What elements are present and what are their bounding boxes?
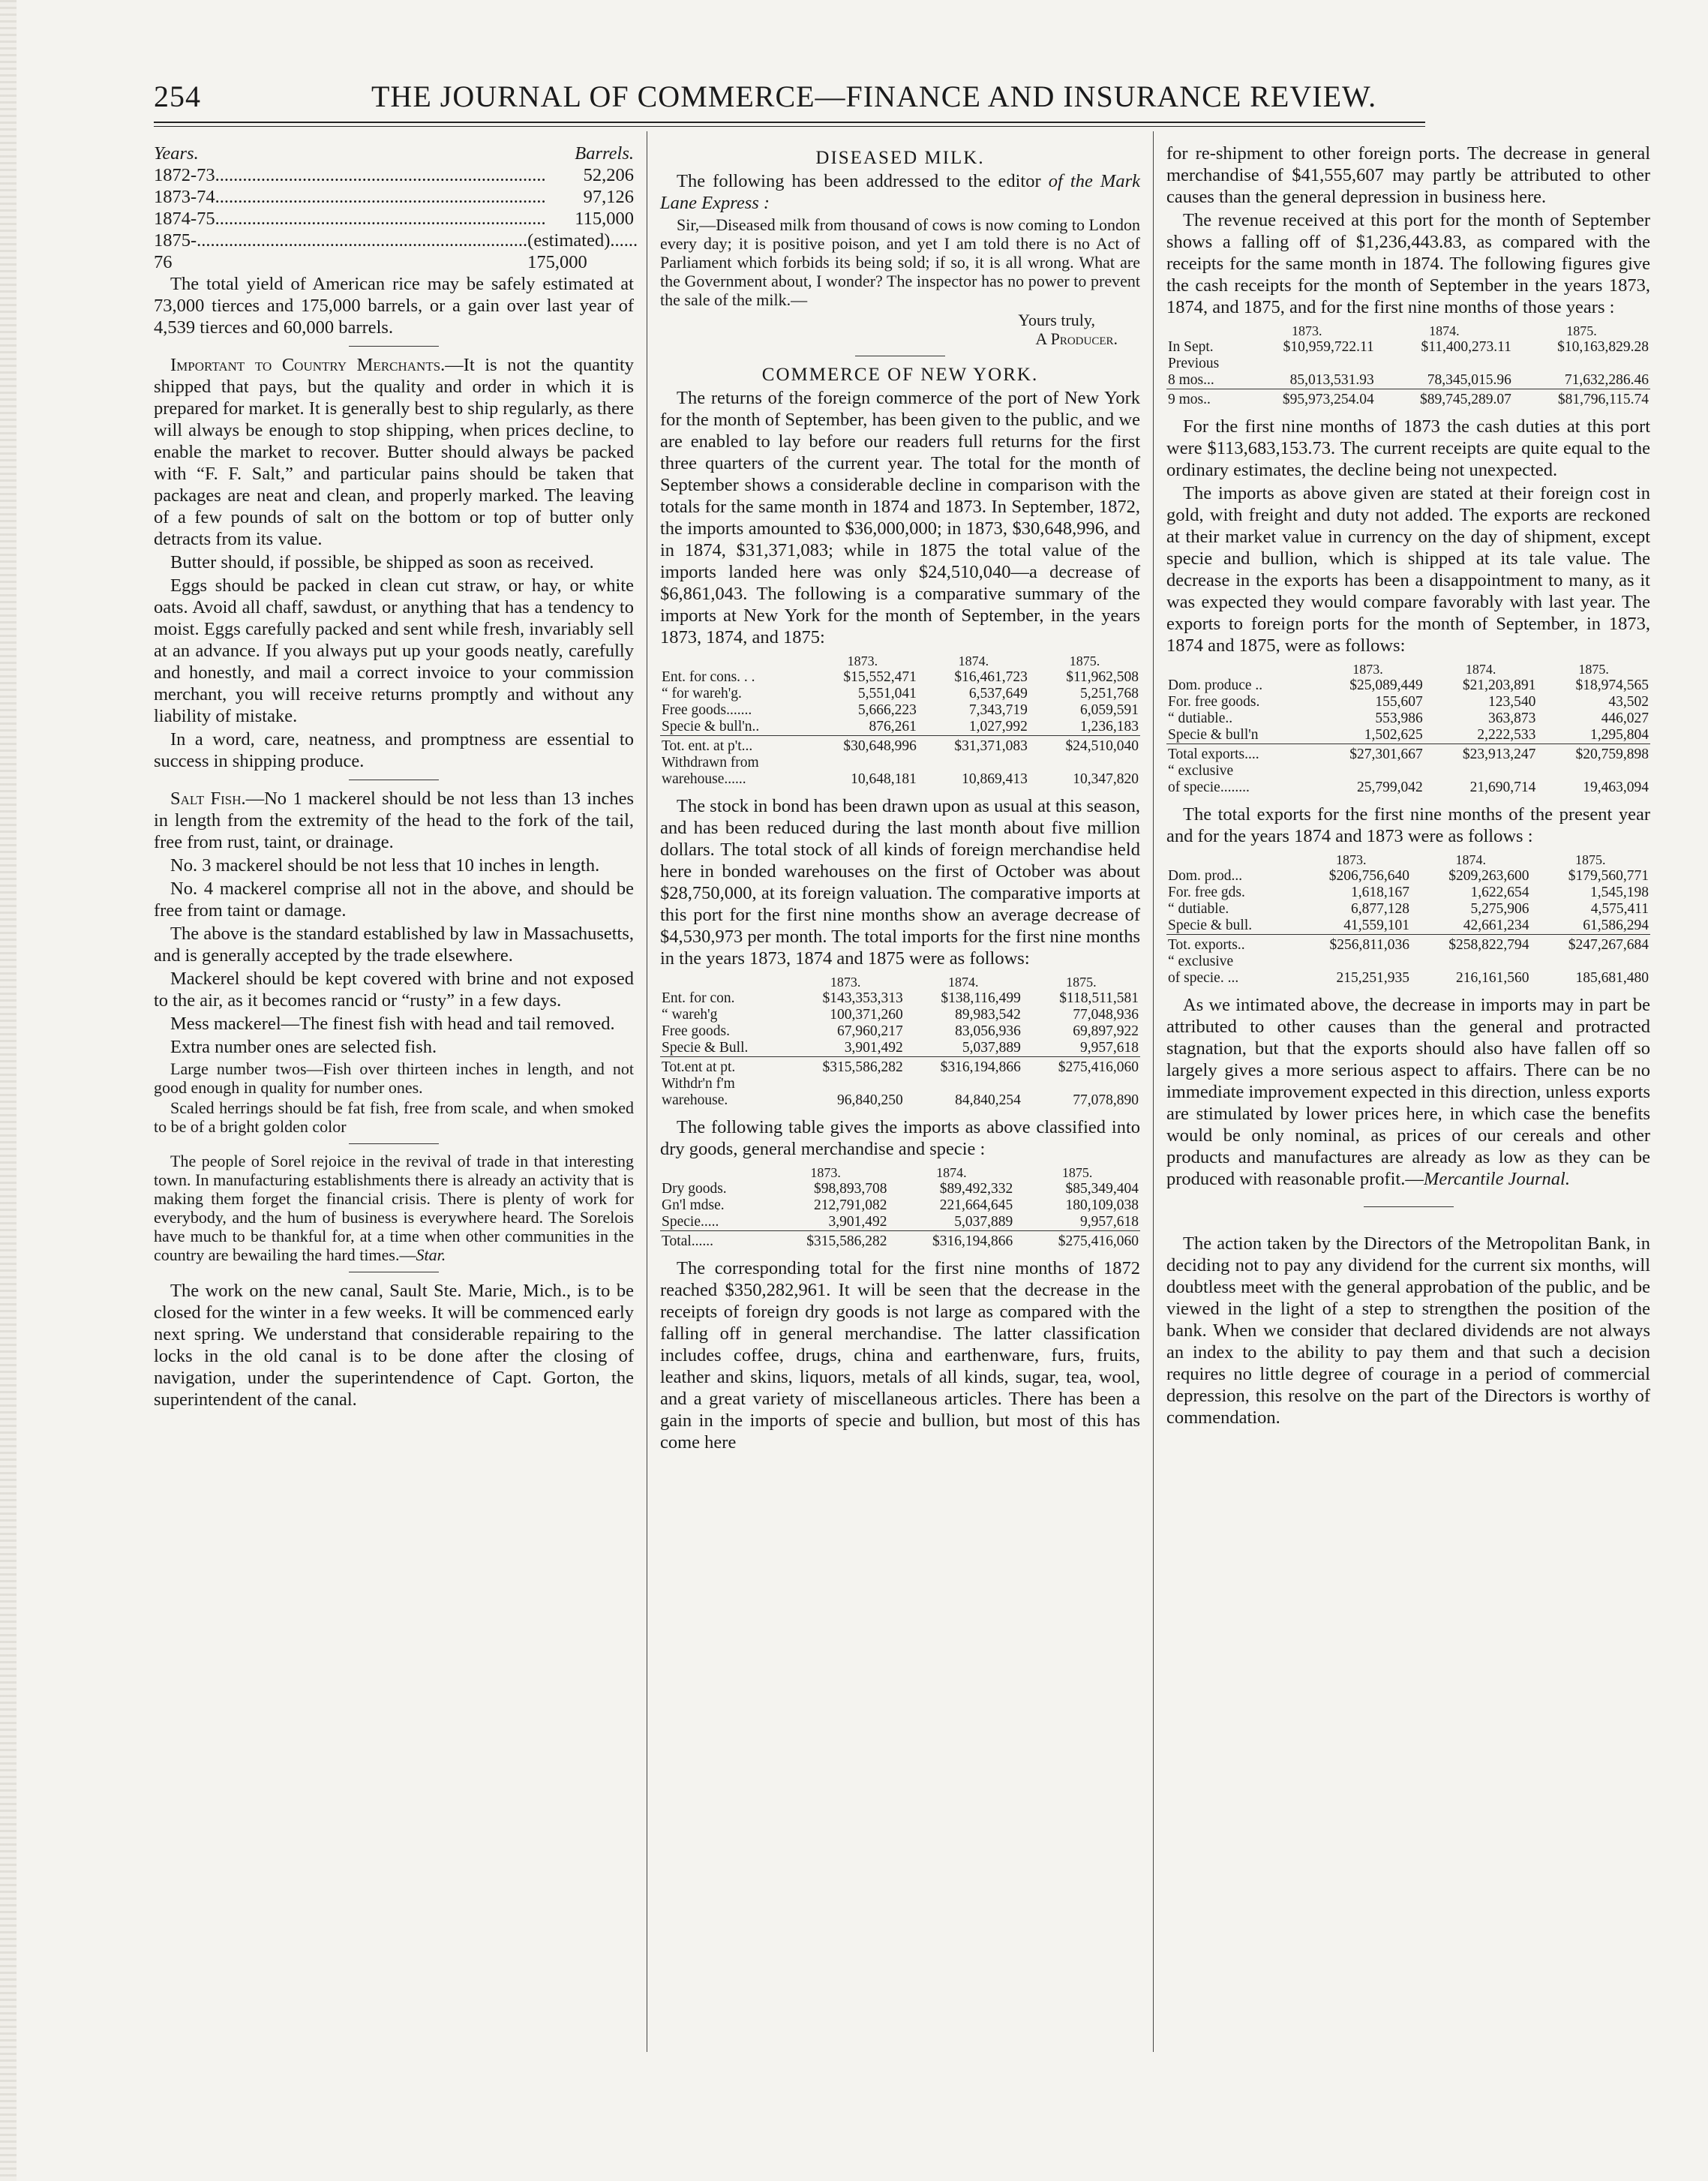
column-1 [154, 143, 638, 1412]
table-total-row: Total exports.... $27,301,667 $23,913,247 $20,759,898 [1166, 744, 1650, 764]
rice-row: 1874-75 ........................................................................ 115,000 [154, 209, 634, 229]
table-row: of specie........ 25,799,042 21,690,714 19,463,094 [1168, 780, 1649, 795]
rice-row: 1873-74 ........................................................................ 97,126 [154, 187, 634, 207]
table-row: Dry goods. $98,893,708 $89,492,332 $85,349,404 [662, 1181, 1139, 1197]
fish-paragraph: Extra number ones are selected fish. [170, 1037, 437, 1057]
column-rule-2 [1153, 131, 1154, 2052]
imports-nine-months-table: 1873. 1874. 1875. Ent. for con. $143,353,313 $138,116,499 $118,511,581 “ wareh'g 100,371,260 89,983,542 77,048,936 Free goods. 67,960,217 83,056,936 69,897,922 Specie & Bull. 3,901,492 5,037,889 9,957,618 Tot.ent at pt. $315,586,282 $316,194,866 $275,416,060 Withdr'n f'm warehouse. 96,840,250 84,840,254 77,078,890 [662, 975, 1139, 1108]
fish-paragraph: No. 4 mackerel comprise all not in the above, and should be free from taint or damage. [154, 879, 634, 921]
imports-september-table: 1873. 1874. 1875. Ent. for cons. . . $15,552,471 $16,461,723 $11,962,508 “ for wareh'g. 5,551,041 6,537,649 5,251,768 Free goods....... 5,666,223 7,343,719 6,059,591 Specie & bull'n.. 876,261 1,027,992 1,236,183 Tot. ent. at p't... $30,648,996 $31,371,083 $24,510,040 Withdrawn from warehouse...... 10,648,181 10,869,413 10,347,820 [662, 653, 1139, 787]
table-row: Ent. for con. $143,353,313 $138,116,499 $118,511,581 [662, 990, 1139, 1006]
table-row: of specie. ... 215,251,935 216,161,560 185,681,480 [1168, 970, 1649, 986]
table-row: For. free gds. 1,618,167 1,622,654 1,545,198 [1168, 885, 1649, 900]
canal-paragraph: The work on the new canal, Sault Ste. Marie, Mich., is to be closed for the winter in a few weeks. It will be commenced early next spring. We understand that considerable repairing to the locks in the old canal is to be done after the closing of navigation, under the superintendence of Capt. Gorton, the superintendent of the canal. [154, 1281, 634, 1410]
table-row: In Sept. $10,959,722.11 $11,400,273.11 $10,163,829.28 [1168, 339, 1649, 355]
milk-signoff: Yours truly, [1018, 311, 1095, 329]
milk-title: DISEASED MILK. [815, 148, 985, 168]
table-row: Free goods. 67,960,217 83,056,936 69,897,922 [662, 1023, 1139, 1039]
fish-paragraph: Large number twos—Fish over thirteen inches in length, and not good enough in quality for number ones. [154, 1059, 634, 1097]
table-total-row: Tot.ent at pt. $315,586,282 $316,194,866 $275,416,060 [660, 1057, 1140, 1077]
table-row: Dom. produce .. $25,089,449 $21,203,891 $18,974,565 [1168, 677, 1649, 693]
table-row: Free goods....... 5,666,223 7,343,719 6,059,591 [662, 702, 1139, 718]
commerce-paragraph: The corresponding total for the first nine months of 1872 reached $350,282,961. It will be seen that the decrease in the receipts of foreign dry goods is not large as compared with the falling off in general merchandise. The latter classification includes coffee, drugs, china and earthenware, furs, fruits, leather and skins, liquors, metals of all kinds, sugar, tea, wool, and a great variety of miscellaneous articles. There has been a gain in the imports of specie and bullion, but most of this has come here [660, 1258, 1140, 1452]
exports-nine-months-table: 1873. 1874. 1875. Dom. prod... $206,756,640 $209,263,600 $179,560,771 For. free gds. 1,618,167 1,622,654 1,545,198 “ dutiable. 6,877,128 5,275,906 4,575,411 Specie & bull. 41,559,101 42,661,234 61,586,294 Tot. exports.. $256,811,036 $258,822,794 $247,267,684 “ exclusive of specie. ... 215,251,935 216,161,560 185,681,480 [1168, 852, 1649, 986]
header-rule [154, 122, 1425, 127]
commerce-paragraph: The returns of the foreign commerce of the port of New York for the month of September, has been given to the public, and we are enabled to lay before our readers full returns for the first three quarters of the current year. The total for the month of September shows a considerable decline in comparison with the totals for the same month in 1874 and 1873. In September, 1872, the imports amounted to $36,000,000; in 1873, $30,648,996, and in 1874, $31,371,083; while in 1875 the total value of the imports landed here was only $24,510,040—a decrease of $6,861,043. The following is a comparative summary of the imports at New York for the month of September, in the years 1873, 1874, and 1875: [660, 388, 1140, 647]
duties-paragraph: For the first nine months of 1873 the cash duties at this port were $113,683,153.73. The current receipts are quite equal to the ordinary estimates, the decline being not unexpected. [1166, 416, 1650, 480]
merchants-heading: Important to Country Merchants. [170, 355, 446, 375]
fish-paragraph: Mess mackerel—The finest fish with head and tail removed. [170, 1014, 615, 1034]
bank-paragraph: The action taken by the Directors of the Metropolitan Bank, in deciding not to pay any dividend for the current six months, will doubtless meet with the general approbation of the public, and be viewed in the light of a step to strengthen the position of the bank. When we consider that declared dividends are not always an index to the ability to pay them and that such a decision requires no little degree of courage in a period of commercial depression, this resolve on the part of the Directors is worthy of commendation. [1166, 1233, 1650, 1428]
table-row: Specie..... 3,901,492 5,037,889 9,957,618 [662, 1214, 1139, 1230]
rice-paragraph: The total yield of American rice may be safely estimated at 73,000 tierces and 175,000 barrels, or a gain over last year of 4,539 tierces and 60,000 barrels. [154, 274, 634, 338]
fish-paragraph: Scaled herrings should be fat fish, free from scale, and when smoked to be of a bright golden color [154, 1098, 634, 1136]
butter-paragraph: Butter should, if possible, be shipped as soon as received. [170, 552, 594, 572]
exports-paragraph: The imports as above given are stated at their foreign cost in gold, with freight and duty not added. The exports are reckoned at their market value in currency on the day of shipment, except specie and bullion, which is shipped at its tale value. The decrease in the exports has been a disappointment to many, as it was expected they would compare favorably with last year. The exports to foreign ports for the month of September, in 1873, 1874 and 1875, were as follows: [1166, 483, 1650, 656]
separator [1364, 1206, 1454, 1207]
table-row: Gn'l mdse. 212,791,082 221,664,645 180,109,038 [662, 1197, 1139, 1213]
column-3 [1166, 143, 1650, 1430]
table-row: “ wareh'g 100,371,260 89,983,542 77,048,936 [662, 1007, 1139, 1023]
revenue-paragraph: The revenue received at this port for the month of September shows a falling off of $1,236,443.83, as compared with the receipts for the same month in 1874. The following figures give the cash receipts for the month of September in the years 1873, 1874, and 1875, and for the first nine months of those years : [1166, 210, 1650, 317]
table-row: Specie & bull. 41,559,101 42,661,234 61,586,294 [1168, 918, 1649, 933]
table-row: “ dutiable. 6,877,128 5,275,906 4,575,411 [1168, 901, 1649, 917]
fish-paragraph: The above is the standard established by law in Massachusetts, and is generally accepted by the trade elsewhere. [154, 924, 634, 966]
produce-paragraph: In a word, care, neatness, and promptness are essential to success in shipping produce. [154, 729, 634, 771]
table-total-row: Tot. exports.. $256,811,036 $258,822,794 $247,267,684 [1166, 935, 1650, 954]
rice-table-head-years: Years. [154, 143, 199, 164]
commerce-title: COMMERCE OF NEW YORK. [761, 365, 1039, 385]
sorel-source: Star. [416, 1245, 446, 1264]
journal-title: THE JOURNAL OF COMMERCE—FINANCE AND INSURANCE REVIEW. [371, 80, 1377, 113]
rice-table [154, 143, 638, 273]
milk-signature: A Producer. [1035, 329, 1118, 348]
imports-classified-table: 1873. 1874. 1875. Dry goods. $98,893,708 $89,492,332 $85,349,404 Gn'l mdse. 212,791,082 221,664,645 180,109,038 Specie..... 3,901,492 5,037,889 9,957,618 Total...... $315,586,282 $316,194,866 $275,416,060 [662, 1165, 1139, 1249]
rice-row: 1872-73 ........................................................................ 52,206 [154, 165, 634, 185]
commerce-paragraph: The following table gives the imports as above classified into dry goods, general merchandise and specie : [660, 1117, 1140, 1159]
conclusion-source: Mercantile Journal. [1423, 1169, 1570, 1189]
cash-receipts-table: 1873. 1874. 1875. In Sept. $10,959,722.11 $11,400,273.11 $10,163,829.28 Previous 8 mos... 85,013,531.93 78,345,015.96 71,632,286.46 9 mos.. $95,973,254.04 $89,745,289.07 $81,796,115.74 [1168, 323, 1649, 407]
conclusion-paragraph: As we intimated above, the decrease in imports may in part be attributed to other causes than the general and protracted stagnation, but that the exports should also have fallen off so largely gives a more serious aspect to affairs. There can be no immediate improvement expected in this direction, unless exports are stimulated by lower prices here, in which case the benefits would be only nominal, as prices of our cereals and other products and manufactures are already as low as they can be produced with reasonable profit.—Mercantile Journal. [1166, 995, 1651, 1189]
merchants-paragraph: Important to Country Merchants.—It is not the quantity shipped that pays, but the quality and order in which it is prepared for market. It is generally best to ship regularly, as there will always be enough to stop shipping, when prices decline, to enable the market to recover. Butter should always be packed with “F. F. Salt,” and particular pains should be taken that packages are neat and clean, and properly marked. The leaving of a few pounds of salt on the bottom or top of butter only detracts from its value. [154, 355, 635, 549]
page-number: 254 [154, 80, 201, 113]
table-row: warehouse. 96,840,250 84,840,254 77,078,890 [662, 1092, 1139, 1108]
sorel-paragraph: The people of Sorel rejoice in the revival of trade in that interesting town. In manufacturing establishments there is already an activity that is making them forget the financial crisis. There is plenty of work for everybody, and the hum of business is everywhere heard. The Sorelois have much to be thankful for, at a time when other communities in the country are bewailing the hard times.—Star. [154, 1152, 634, 1264]
eggs-paragraph: Eggs should be packed in clean cut straw, or hay, or white oats. Avoid all chaff, sawdust, or anything that has a tendency to moist. Eggs carefully packed and sent while fresh, invariably sell at an advance. If you always put up your goods neatly, carefully and honestly, and mail a correct invoice to your commission merchant, you will receive returns promptly and without any liability of mistake. [154, 575, 634, 726]
table-row: Previous [1168, 356, 1220, 371]
table-total-row: 9 mos.. $95,973,254.04 $89,745,289.07 $81,796,115.74 [1166, 389, 1650, 409]
commerce-continued: for re-shipment to other foreign ports. The decrease in general merchandise of $41,555,607 may partly be attributed to other causes than the general depression in business here. [1166, 143, 1650, 207]
commerce-paragraph: The stock in bond has been drawn upon as usual at this season, and has been reduced during the last month about five million dollars. The total stock of all kinds of foreign merchandise held here in bonded warehouses on the first of October was about $28,750,000, at its foreign valuation. The comparative imports at this port for the first nine months show an average decrease of $4,530,973 per month. The total imports for the first nine months in the years 1873, 1874 and 1875 were as follows: [660, 796, 1140, 969]
table-row: warehouse...... 10,648,181 10,869,413 10,347,820 [662, 771, 1139, 787]
rice-row: 1875-76 ........................................................................ (estimated)...... 175,000 [154, 230, 638, 272]
table-row: Ent. for cons. . . $15,552,471 $16,461,723 $11,962,508 [662, 669, 1139, 685]
milk-intro: The following has been addressed to the editor of the Mark Lane Express : [660, 171, 1140, 213]
table-total-row: Tot. ent. at p't... $30,648,996 $31,371,083 $24,510,040 [660, 736, 1140, 756]
column-2 [660, 143, 1140, 1455]
table-row: Specie & bull'n.. 876,261 1,027,992 1,236,183 [662, 719, 1139, 735]
table-row: “ dutiable.. 553,986 363,873 446,027 [1168, 710, 1649, 726]
page-header [154, 79, 1425, 113]
exports-september-table: 1873. 1874. 1875. Dom. produce .. $25,089,449 $21,203,891 $18,974,565 For. free goods. 155,607 123,540 43,502 “ dutiable.. 553,986 363,873 446,027 Specie & bull'n 1,502,625 2,222,533 1,295,804 Total exports.... $27,301,667 $23,913,247 $20,759,898 “ exclusive of specie........ 25,799,042 21,690,714 19,463,094 [1168, 662, 1649, 795]
fish-heading: Salt Fish. [170, 789, 246, 809]
table-row: “ for wareh'g. 5,551,041 6,537,649 5,251,768 [662, 686, 1139, 701]
page-edge [0, 0, 17, 2181]
table-total-row: Total...... $315,586,282 $316,194,866 $275,416,060 [660, 1231, 1140, 1251]
table-row: Dom. prod... $206,756,640 $209,263,600 $179,560,771 [1168, 868, 1649, 884]
separator [349, 1143, 439, 1144]
exports-total-paragraph: The total exports for the first nine months of the present year and for the years 1874 and 1873 were as follows : [1166, 804, 1650, 846]
rice-table-head-barrels: Barrels. [575, 143, 634, 164]
table-row: 8 mos... 85,013,531.93 78,345,015.96 71,632,286.46 [1168, 372, 1649, 388]
fish-paragraph: Salt Fish.—No 1 mackerel should be not less than 13 inches in length from the extremity of the head to the fork of the tail, free from rust, taint, or drainage. [154, 789, 634, 852]
table-row: Specie & Bull. 3,901,492 5,037,889 9,957,618 [662, 1040, 1139, 1056]
fish-paragraph: Mackerel should be kept covered with brine and not exposed to the air, as it becomes rancid or “rusty” in a few days. [154, 969, 634, 1011]
separator [349, 346, 439, 347]
table-row: Specie & bull'n 1,502,625 2,222,533 1,295,804 [1168, 727, 1649, 743]
milk-letter: Sir,—Diseased milk from thousand of cows is now coming to London every day; it is positive poison, and yet I am told there is no Act of Parliament which forbids its being sold; if so, it is all wrong. What are the Government about, I wonder? The inspector has no power to prevent the sale of the milk.— [660, 215, 1140, 309]
table-row: For. free goods. 155,607 123,540 43,502 [1168, 694, 1649, 710]
fish-paragraph: No. 3 mackerel should be not less that 10 inches in length. [170, 855, 600, 876]
